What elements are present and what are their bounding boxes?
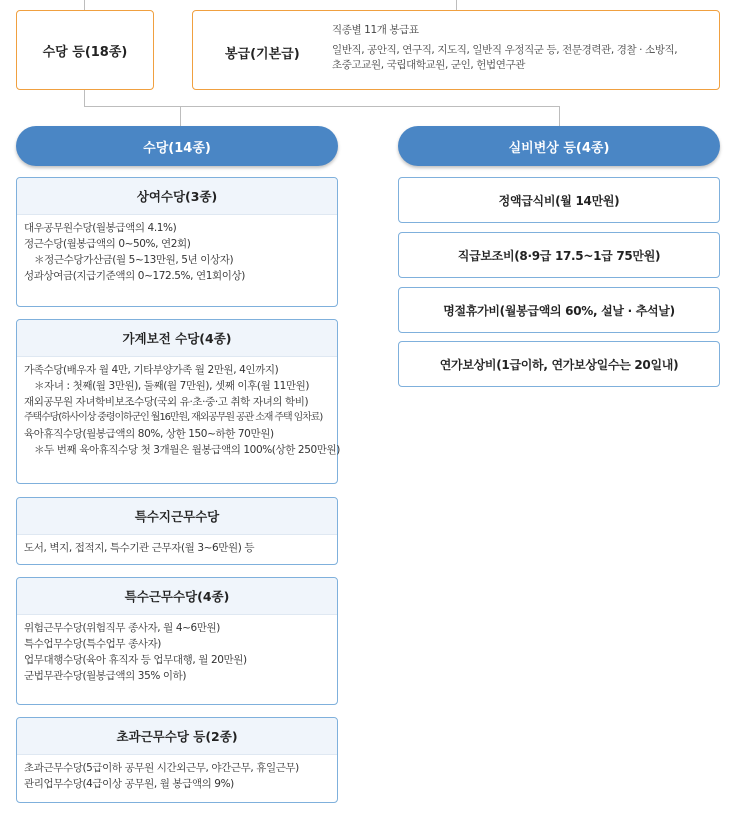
card-subline: ＊정근수당가산금(월 5~13만원, 5년 이상자) — [34, 254, 234, 266]
card-title: 상여수당(3종) — [17, 178, 337, 215]
card-line: 육아휴직수당(월봉급액의 80%, 상한 150~하한 70만원) — [24, 428, 274, 440]
card-line: 초과근무수당(5급이하 공무원 시간외근무, 야간근무, 휴일근무) — [24, 762, 299, 774]
card-subline: ＊두 번째 육아휴직수당 첫 3개월은 월봉급액의 100%(상한 250만원) — [34, 444, 340, 456]
special-duty-card — [16, 577, 338, 705]
holiday-bonus-item: 명절휴가비(월봉급액의 60%, 설날 · 추석날) — [398, 287, 720, 333]
remote-area-card — [16, 497, 338, 565]
card-body — [17, 755, 337, 792]
allowance-total-label: 수당 등(18종) — [42, 44, 128, 60]
connector-top-right — [456, 0, 457, 10]
card-line: 업무대행수당(육아 휴직자 등 업무대행, 월 20만원) — [24, 654, 247, 666]
household-support-card — [16, 319, 338, 484]
card-line: 관리업무수당(4급이상 공무원, 월 봉급액의 9%) — [24, 778, 234, 790]
expense-category-header: 실비변상 등(4종) — [398, 126, 720, 166]
card-line: 성과상여금(지급기준액의 0~172.5%, 연1회이상) — [24, 270, 245, 282]
card-title: 특수근무수당(4종) — [17, 578, 337, 615]
card-line: 정근수당(월봉급액의 0~50%, 연2회) — [24, 238, 191, 250]
card-line: 특수업무수당(특수업무 종사자) — [24, 638, 161, 650]
connector-left-branch — [180, 106, 181, 126]
connector-top-left — [84, 0, 85, 10]
card-line: 대우공무원수당(월봉급액의 4.1%) — [24, 222, 177, 234]
card-line: 위험근무수당(위험직무 종사자, 월 4~6만원) — [24, 622, 220, 634]
annual-leave-compensation-item: 연가보상비(1급이하, 연가보상일수는 20일내) — [398, 341, 720, 387]
overtime-card — [16, 717, 338, 803]
base-salary-description — [332, 23, 677, 73]
connector-allowance-down — [84, 90, 85, 107]
salary-desc-line: 일반직, 공안직, 연구직, 지도직, 일반직 우정직군 등, 전문경력관, 경찰 · 소방직, — [332, 44, 678, 56]
card-title: 가계보전 수당(4종) — [17, 320, 337, 357]
card-line: 군법무관수당(월봉급액의 35% 이하) — [24, 670, 187, 682]
salary-desc-line: 직종별 11개 봉급표 — [332, 24, 419, 36]
card-line: 주택수당(하사이상 중령이하군인 월16만원, 재외공무원 공관 소재 주택 임차료) — [24, 412, 323, 423]
allowance-category-header: 수당(14종) — [16, 126, 338, 166]
card-title: 초과근무수당 등(2종) — [17, 718, 337, 755]
salary-desc-line: 초중고교원, 국립대학교원, 군인, 헌법연구관 — [332, 59, 525, 71]
card-line: 재외공무원 자녀학비보조수당(국외 유·초·중·고 취학 자녀의 학비) — [24, 396, 309, 408]
card-line: 도서, 벽지, 접적지, 특수기관 근무자(월 3~6만원) 등 — [24, 542, 255, 554]
card-body — [17, 215, 337, 284]
card-body — [17, 357, 340, 458]
allowance-total-box — [16, 10, 154, 90]
meal-allowance-item: 정액급식비(월 14만원) — [398, 177, 720, 223]
card-line: 가족수당(배우자 월 4만, 기타부양가족 월 2만원, 4인까지) — [24, 364, 279, 376]
card-body — [17, 535, 337, 556]
card-body — [17, 615, 337, 684]
connector-horizontal — [84, 106, 560, 107]
base-salary-box — [192, 10, 720, 90]
card-title: 특수지근무수당 — [17, 498, 337, 535]
connector-right-branch — [559, 106, 560, 126]
card-subline: ＊자녀 : 첫째(월 3만원), 둘째(월 7만원), 셋째 이후(월 11만원) — [34, 380, 310, 392]
base-salary-label: 봉급(기본급) — [225, 47, 300, 62]
bonus-allowance-card — [16, 177, 338, 307]
rank-subsidy-item: 직급보조비(8·9급 17.5~1급 75만원) — [398, 232, 720, 278]
